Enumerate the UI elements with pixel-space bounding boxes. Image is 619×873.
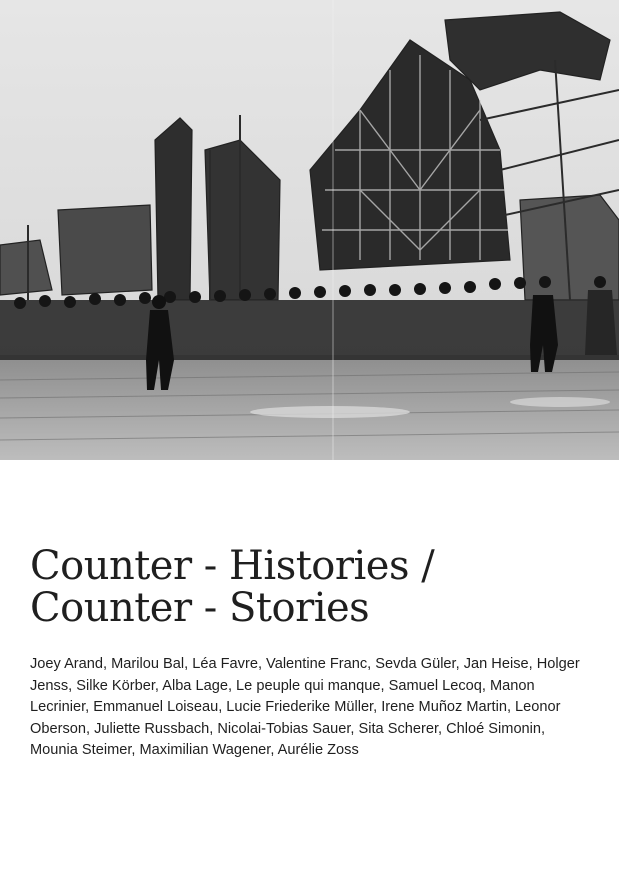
title-line-1: Counter - Histories /	[30, 543, 435, 589]
snow-patch	[250, 406, 410, 418]
snow-patch	[510, 397, 610, 407]
contributors-list: Joey Arand, Marilou Bal, Léa Favre, Valentine Franc, Sevda Güler, Jan Heise, Holger Jenss, Silke Körber, Alba Lage, Le peuple qui manque, Samuel Lecoq, Manon Lecrinier, Emmanuel Loiseau, Lucie Friederike Müller, Irene Muñoz Martin, Leonor Oberson, Juliette Russbach, Nicolai-Tobias Sauer, Sita Scherer, Chloé Simonin, Mounia Steimer, Maximilian Wagener, Aurélie Zoss	[30, 656, 580, 758]
title-line-2: Counter - Stories	[30, 585, 370, 631]
title	[30, 545, 590, 629]
